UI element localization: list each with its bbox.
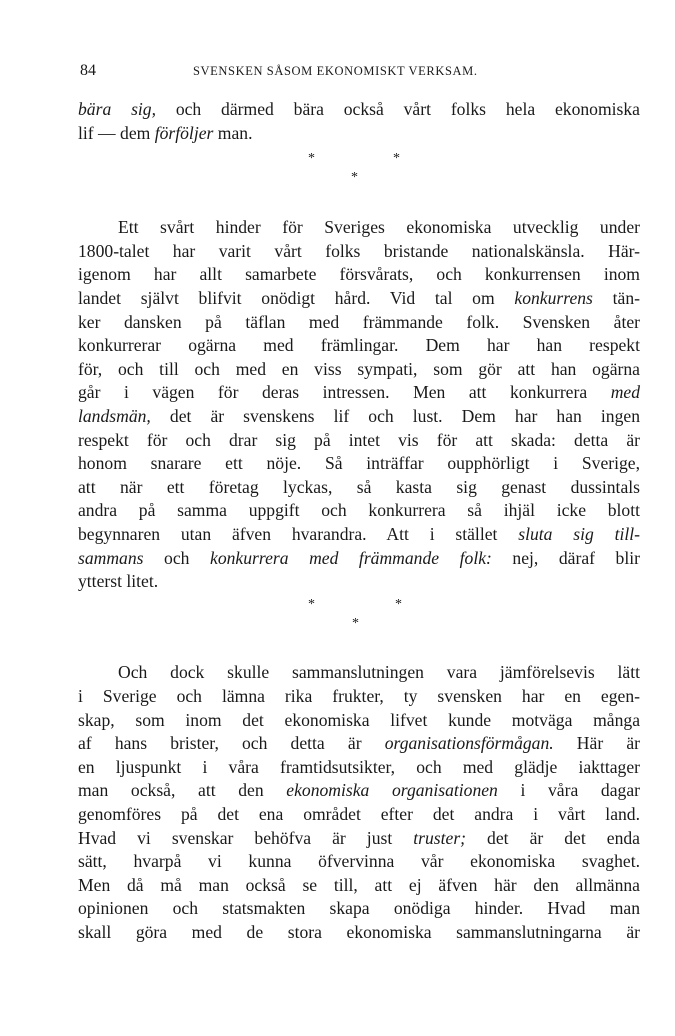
text-line: skall göra med de stora ekonomiska sammanslutningarna är bbox=[78, 922, 640, 942]
text-line: ytterst litet. bbox=[78, 571, 159, 591]
text-line: man också, att den ekonomiska organisationen i våra dagar bbox=[78, 780, 640, 800]
text-line: Och dock skulle sammanslutningen vara jämförelsevis lätt bbox=[118, 662, 640, 682]
text-line: skap, som inom det ekonomiska lifvet kunde motväga många bbox=[78, 710, 640, 730]
text-line: respekt för och drar sig på intet vis för att skada: detta är bbox=[78, 430, 640, 450]
separator-asterisk: * bbox=[352, 616, 359, 631]
text-line: sammans och konkurrera med främmande folk: nej, däraf blir bbox=[78, 548, 640, 568]
text-line: Men då må man också se till, att ej äfven här den allmänna bbox=[78, 875, 640, 895]
separator-asterisk: * bbox=[351, 170, 358, 185]
running-title: SVENSKEN SÅSOM EKONOMISKT VERKSAM. bbox=[193, 64, 478, 78]
text-line: sätt, hvarpå vi kunna öfvervinna vår ekonomiska svaghet. bbox=[78, 851, 640, 871]
separator-asterisk: * bbox=[308, 151, 315, 166]
text-line: Ett svårt hinder för Sveriges ekonomiska utvecklig under bbox=[118, 217, 640, 237]
text-line: andra på samma uppgift och konkurrera så ihjäl icke blott bbox=[78, 500, 640, 520]
text-line: går i vägen för deras intressen. Men att konkurrera med bbox=[78, 382, 640, 402]
separator-asterisk: * bbox=[308, 597, 315, 612]
text-line: ker dansken på täflan med främmande folk. Svensken åter bbox=[78, 312, 640, 332]
text-line: en ljuspunkt i våra framtidsutsikter, och med glädje iakttager bbox=[78, 757, 640, 777]
text-line: för, och till och med en viss sympati, som gör att han ogärna bbox=[78, 359, 640, 379]
text-line: bära sig, och därmed bära också vårt folks hela ekonomiska bbox=[78, 99, 640, 119]
separator-asterisk: * bbox=[393, 151, 400, 166]
text-line: konkurrerar ogärna med främlingar. Dem har han respekt bbox=[78, 335, 640, 355]
text-line: att när ett företag lyckas, så kasta sig genast dussintals bbox=[78, 477, 640, 497]
text-line: genomföres på det ena området efter det andra i vårt land. bbox=[78, 804, 640, 824]
text-line: landsmän, det är svenskens lif och lust. Dem har han ingen bbox=[78, 406, 640, 426]
text-line: begynnaren utan äfven hvarandra. Att i stället sluta sig till- bbox=[78, 524, 640, 544]
page-number: 84 bbox=[80, 62, 96, 79]
text-line: landet självt blifvit onödigt hård. Vid tal om konkurrens tän- bbox=[78, 288, 640, 308]
text-line: igenom har allt samarbete försvårats, och konkurrensen inom bbox=[78, 264, 640, 284]
text-line: honom snarare ett nöje. Så inträffar oupphörligt i Sverige, bbox=[78, 453, 640, 473]
text-line: 1800-talet har varit vårt folks bristande nationalskänsla. Här- bbox=[78, 241, 640, 261]
text-line: i Sverige och lämna rika frukter, ty svensken har en egen- bbox=[78, 686, 640, 706]
text-line: Hvad vi svenskar behöfva är just truster; det är det enda bbox=[78, 828, 640, 848]
text-line: lif — dem förföljer man. bbox=[78, 123, 253, 143]
separator-asterisk: * bbox=[395, 597, 402, 612]
text-line: opinionen och statsmakten skapa onödiga hinder. Hvad man bbox=[78, 898, 640, 918]
text-line: af hans brister, och detta är organisationsförmågan. Här är bbox=[78, 733, 640, 753]
running-head bbox=[78, 62, 640, 82]
